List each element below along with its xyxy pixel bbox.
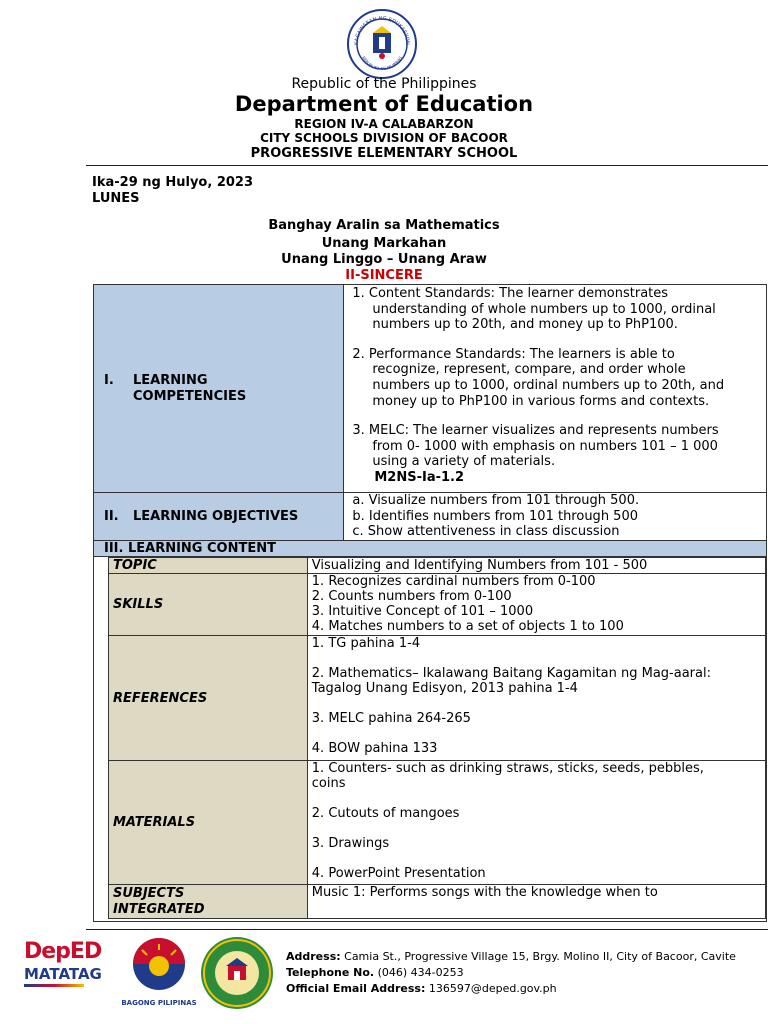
- reference-item: 1. TG pahina 1-4: [311, 636, 421, 651]
- objectives-heading: LEARNING OBJECTIVES: [133, 509, 299, 524]
- competencies-row: [94, 285, 767, 493]
- competency-line: recognize, represent, compare, and order whole: [372, 362, 686, 378]
- subjects-value: Music 1: Performs songs with the knowledge when to: [307, 885, 765, 919]
- competency-line: from 0- 1000 with emphasis on numbers 101 – 1 000: [372, 438, 718, 454]
- skill-item: 3. Intuitive Concept of 101 – 1000: [311, 604, 534, 619]
- material-item: 1. Counters- such as drinking straws, sticks, seeds, pebbles,: [311, 761, 704, 776]
- competencies-heading-1: LEARNING: [133, 372, 208, 388]
- bagong-pilipinas-text: BAGONG PILIPINAS: [121, 999, 197, 1007]
- division-text: CITY SCHOOLS DIVISION OF BACOOR: [260, 131, 508, 145]
- competencies-heading-2: COMPETENCIES: [133, 388, 247, 404]
- content-subtable-cell: [94, 557, 767, 922]
- address-label: Address:: [286, 950, 341, 963]
- date-text: Ika-29 ng Hulyo, 2023: [92, 175, 253, 190]
- logo-matatag-text: MATATAG: [24, 965, 102, 983]
- materials-label: MATERIALS: [109, 761, 308, 885]
- phone-label: Telephone No.: [286, 966, 375, 979]
- plan-week-day: Unang Linggo – Unang Araw: [281, 252, 487, 267]
- competency-line: 2. Performance Standards: The learners is able to: [352, 346, 675, 362]
- lesson-plan-table: [93, 284, 767, 922]
- seal-bottom-text: REPUBLIKA NG PILIPINAS: [361, 55, 403, 72]
- competency-item: [352, 347, 760, 409]
- reference-item: Tagalog Unang Edisyon, 2013 pahina 1-4: [311, 681, 578, 696]
- department-title: Department of Education: [234, 92, 534, 116]
- skill-item: 1. Recognizes cardinal numbers from 0-100: [311, 574, 596, 589]
- header-divider: [86, 165, 768, 166]
- competency-item: [352, 286, 760, 333]
- reference-item: 4. BOW pahina 133: [311, 741, 438, 756]
- school-name: PROGRESSIVE ELEMENTARY SCHOOL: [250, 146, 518, 161]
- topic-row: [109, 558, 766, 574]
- skills-row: [109, 574, 766, 636]
- content-subtable-row: [94, 557, 767, 922]
- subjects-label-2: INTEGRATED: [113, 901, 205, 917]
- reference-item: 3. MELC pahina 264-265: [311, 711, 471, 726]
- objectives-content-cell: [344, 493, 767, 541]
- competency-line: money up to PhP100 in various forms and contexts.: [372, 393, 710, 409]
- materials-value: [307, 761, 765, 885]
- deped-matatag-logo: [24, 940, 108, 1006]
- bagong-pilipinas-logo: [118, 936, 200, 1008]
- footer-divider: [86, 929, 768, 930]
- learning-content-heading: III. LEARNING CONTENT: [94, 541, 767, 557]
- logo-deped-text: DepED: [24, 939, 102, 964]
- subjects-label: [109, 885, 308, 919]
- day-text: LUNES: [92, 191, 140, 206]
- subjects-row: [109, 885, 766, 919]
- objectives-heading-cell: [94, 493, 344, 541]
- footer-address: [286, 950, 736, 963]
- competency-line: understanding of whole numbers up to 1000, ordinal: [372, 301, 716, 317]
- references-row: [109, 636, 766, 761]
- seal-top-text: KAGAWARAN NG EDUKASYON: [353, 15, 411, 46]
- skill-item: 4. Matches numbers to a set of objects 1 to 100: [311, 619, 624, 634]
- deped-seal-icon: [346, 8, 418, 80]
- melc-code: M2NS-Ia-1.2: [374, 469, 465, 485]
- skills-label: SKILLS: [109, 574, 308, 636]
- skill-item: 2. Counts numbers from 0-100: [311, 589, 512, 604]
- material-item: 3. Drawings: [311, 836, 390, 851]
- republic-text: Republic of the Philippines: [291, 76, 477, 92]
- competency-line: 3. MELC: The learner visualizes and represents numbers: [352, 423, 719, 439]
- competency-item: [352, 423, 760, 485]
- references-label: REFERENCES: [109, 636, 308, 761]
- plan-title: Banghay Aralin sa Mathematics: [268, 218, 500, 233]
- content-heading-row: [94, 541, 767, 557]
- footer-email: [286, 982, 557, 995]
- competencies-heading-cell: [94, 285, 344, 493]
- objective-item: a. Visualize numbers from 101 through 500.: [352, 493, 640, 508]
- material-item: 2. Cutouts of mangoes: [311, 806, 460, 821]
- email-value[interactable]: 136597@deped.gov.ph: [428, 982, 557, 995]
- competency-line: numbers up to 1000, ordinal numbers up to 20th, and: [372, 377, 725, 393]
- region-text: REGION IV-A CALABARZON: [294, 117, 474, 131]
- competency-line: 1. Content Standards: The learner demonstrates: [352, 286, 669, 301]
- competencies-num: I.: [104, 372, 114, 388]
- material-item: coins: [311, 776, 346, 791]
- email-label: Official Email Address:: [286, 982, 426, 995]
- competencies-content-cell: [344, 285, 767, 493]
- subjects-label-1: SUBJECTS: [113, 885, 185, 901]
- topic-value: Visualizing and Identifying Numbers from 101 - 500: [307, 558, 765, 574]
- objectives-row: [94, 493, 767, 541]
- learning-content-table: [108, 557, 766, 919]
- material-item: 4. PowerPoint Presentation: [311, 866, 486, 881]
- plan-section: II-SINCERE: [345, 268, 423, 283]
- objective-item: b. Identifies numbers from 101 through 500: [352, 508, 638, 524]
- materials-row: [109, 761, 766, 885]
- objective-item: c. Show attentiveness in class discussion: [352, 524, 620, 540]
- plan-quarter: Unang Markahan: [321, 236, 447, 251]
- topic-label: TOPIC: [109, 558, 308, 574]
- address-value: Camia St., Progressive Village 15, Brgy. Molino II, City of Bacoor, Cavite: [344, 950, 736, 963]
- competency-line: using a variety of materials.: [372, 454, 556, 470]
- phone-value: (046) 434-0253: [377, 966, 464, 979]
- objectives-num: II.: [104, 509, 119, 524]
- bagong-pilipinas-icon: [118, 936, 200, 994]
- references-value: [307, 636, 765, 761]
- school-seal-icon: [200, 936, 274, 1010]
- reference-item: 2. Mathematics– Ikalawang Baitang Kagamitan ng Mag-aaral:: [311, 666, 711, 681]
- competency-line: numbers up to 20th, and money up to PhP100.: [372, 317, 678, 333]
- skills-value: [307, 574, 765, 636]
- footer-phone: [286, 966, 464, 979]
